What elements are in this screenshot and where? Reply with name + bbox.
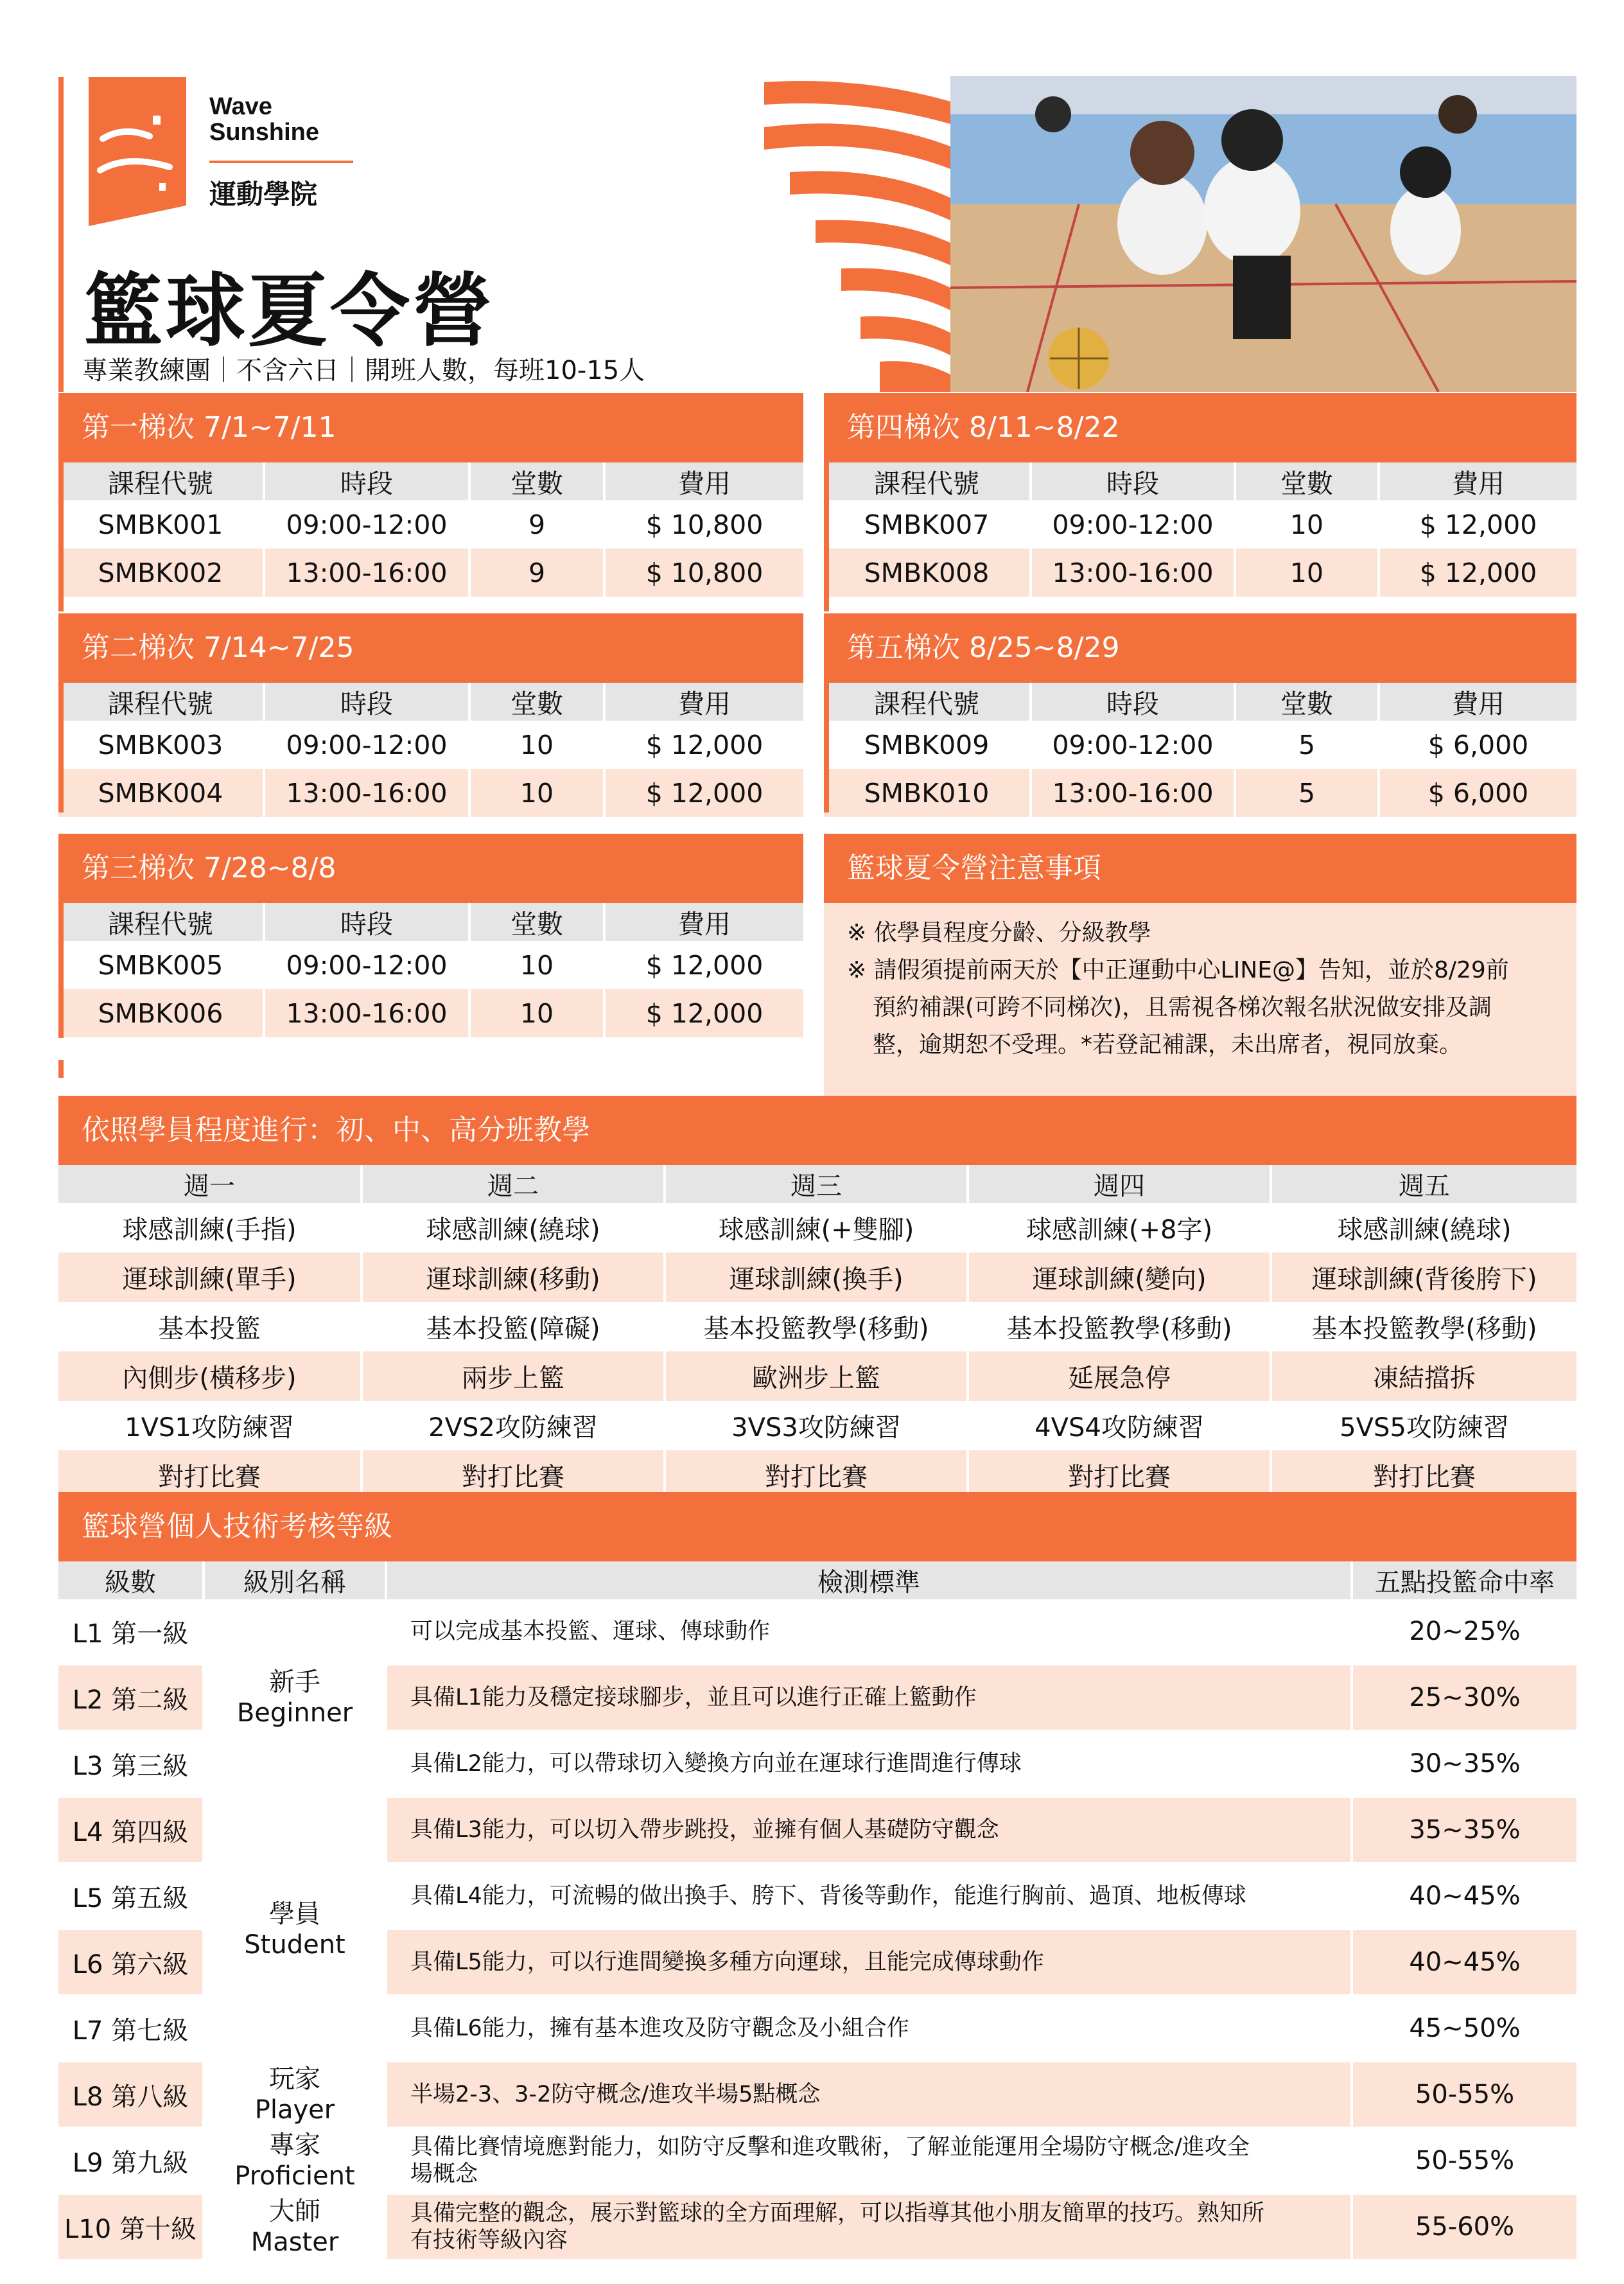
weekly-table (58, 1165, 1576, 1500)
cell-time: 09:00-12:00 (264, 500, 469, 549)
level-name-student (204, 1797, 386, 2062)
criteria-cell (386, 2128, 1352, 2194)
level-name-proficient (204, 2128, 386, 2194)
table-cell: 運球訓練(單手) (58, 1252, 362, 1302)
session-1 (58, 393, 803, 597)
rate-cell: 50-55% (1352, 2062, 1576, 2128)
table-row (58, 941, 803, 989)
table-cell: 對打比賽 (1271, 1450, 1576, 1500)
cell-fee: $ 6,000 (1379, 769, 1576, 817)
session-title: 第三梯次 7/28~8/8 (58, 834, 803, 903)
col-criteria: 檢測標準 (386, 1561, 1352, 1599)
cell-count: 5 (1235, 721, 1379, 769)
level-name-zh: 新手 (269, 1667, 320, 1697)
cell-time: 09:00-12:00 (264, 941, 469, 989)
table-cell: 運球訓練(背後胯下) (1271, 1252, 1576, 1302)
table-row (58, 1203, 1576, 1252)
cell-fee: $ 12,000 (1379, 549, 1576, 597)
table-row (58, 2194, 1576, 2260)
level-name-en: Master (250, 2227, 339, 2257)
rate-cell: 55-60% (1352, 2194, 1576, 2260)
levels-title: 籃球營個人技術考核等級 (58, 1492, 1576, 1561)
cell-code: SMBK004 (58, 769, 264, 817)
table-cell: 1VS1攻防練習 (58, 1401, 362, 1450)
level-cell: L4 第四級 (58, 1797, 204, 1863)
col-count: 堂數 (469, 683, 604, 721)
col-code: 課程代號 (824, 683, 1031, 721)
levels-table (58, 1561, 1576, 2261)
session-table (58, 903, 803, 1037)
table-cell: 基本投籃教學(移動) (1271, 1302, 1576, 1351)
level-name-master (204, 2194, 386, 2260)
table-cell: 2VS2攻防練習 (362, 1401, 665, 1450)
cell-code: SMBK001 (58, 500, 264, 549)
session-3 (58, 834, 803, 1037)
col-count: 堂數 (1235, 462, 1379, 500)
table-row (58, 1599, 1576, 1665)
cell-count: 9 (469, 500, 604, 549)
accent-bar (58, 77, 64, 392)
table-row (824, 769, 1576, 817)
level-cell: L10 第十級 (58, 2194, 204, 2260)
weekly-section (58, 1096, 1576, 1500)
col-fee: 費用 (1379, 683, 1576, 721)
session-table (824, 683, 1576, 817)
col-count: 堂數 (469, 903, 604, 941)
cell-fee: $ 6,000 (1379, 721, 1576, 769)
session-table (58, 462, 803, 597)
note-line: ※ 依學員程度分齡、分級教學 (847, 920, 1151, 946)
level-name-zh: 玩家 (269, 2064, 320, 2094)
level-name-beginner (204, 1599, 386, 1797)
cell-time: 09:00-12:00 (264, 721, 469, 769)
cell-code: SMBK003 (58, 721, 264, 769)
table-cell: 基本投籃教學(移動) (665, 1302, 968, 1351)
table-row (824, 500, 1576, 549)
level-cell: L7 第七級 (58, 1996, 204, 2062)
table-cell: 4VS4攻防練習 (968, 1401, 1271, 1450)
level-name-en: Player (254, 2095, 335, 2125)
col-code: 課程代號 (58, 683, 264, 721)
table-cell: 凍結擋拆 (1271, 1351, 1576, 1401)
col-time: 時段 (1031, 683, 1235, 721)
table-cell: 運球訓練(移動) (362, 1252, 665, 1302)
note-line: ※ 請假須提前兩天於【中正運動中心LINE@】告知，並於8/29前 (847, 957, 1509, 983)
brand-divider (209, 161, 353, 163)
col-fee: 費用 (604, 903, 803, 941)
session-2 (58, 613, 803, 817)
table-row (58, 989, 803, 1037)
level-cell: L6 第六級 (58, 1929, 204, 1996)
level-cell: L2 第二級 (58, 1665, 204, 1731)
cell-count: 10 (469, 721, 604, 769)
cell-fee: $ 12,000 (604, 721, 803, 769)
table-row (58, 721, 803, 769)
cell-time: 09:00-12:00 (1031, 500, 1235, 549)
table-cell: 基本投籃教學(移動) (968, 1302, 1271, 1351)
criteria-cell: 具備L4能力，可流暢的做出換手、胯下、背後等動作，能進行胸前、過頂、地板傳球 (386, 1863, 1352, 1929)
day-header: 週一 (58, 1165, 362, 1203)
cell-count: 10 (1235, 549, 1379, 597)
note-line: 整，逾期恕不受理。*若登記補課，未出席者，視同放棄。 (873, 1032, 1463, 1058)
cell-code: SMBK008 (824, 549, 1031, 597)
col-time: 時段 (264, 903, 469, 941)
rate-cell: 40~45% (1352, 1929, 1576, 1996)
rate-cell: 35~35% (1352, 1797, 1576, 1863)
cell-count: 10 (469, 941, 604, 989)
level-name-zh: 學員 (269, 1899, 320, 1929)
session-4 (824, 393, 1576, 597)
table-cell: 兩步上籃 (362, 1351, 665, 1401)
cell-code: SMBK005 (58, 941, 264, 989)
accent-bar (58, 393, 64, 611)
cell-time: 13:00-16:00 (264, 989, 469, 1037)
session-table (824, 462, 1576, 597)
accent-bar (58, 1060, 64, 1078)
cell-code: SMBK002 (58, 549, 264, 597)
criteria-cell (386, 2194, 1352, 2260)
table-cell: 對打比賽 (665, 1450, 968, 1500)
col-fee: 費用 (604, 683, 803, 721)
table-row (58, 1797, 1576, 1863)
table-row (58, 769, 803, 817)
col-time: 時段 (264, 683, 469, 721)
accent-bar (58, 613, 64, 813)
session-title: 第一梯次 7/1~7/11 (58, 393, 803, 462)
table-row (58, 1401, 1576, 1450)
table-row (58, 549, 803, 597)
table-cell: 內側步(橫移步) (58, 1351, 362, 1401)
decorative-stripes (764, 76, 950, 392)
col-name: 級別名稱 (204, 1561, 386, 1599)
note-line: 預約補課(可跨不同梯次)，且需視各梯次報名狀況做安排及調 (873, 994, 1492, 1021)
rate-cell: 40~45% (1352, 1863, 1576, 1929)
table-cell: 球感訓練(繞球) (362, 1203, 665, 1252)
brand-name-line2: Sunshine (209, 119, 320, 146)
cell-count: 9 (469, 549, 604, 597)
rate-cell: 20~25% (1352, 1599, 1576, 1665)
col-code: 課程代號 (58, 903, 264, 941)
level-cell: L3 第三級 (58, 1731, 204, 1797)
table-row (824, 721, 1576, 769)
level-name-en: Proficient (234, 2161, 355, 2191)
table-cell: 球感訓練(繞球) (1271, 1203, 1576, 1252)
cell-fee: $ 10,800 (604, 549, 803, 597)
level-name-en: Student (244, 1929, 345, 1960)
criteria-cell: 具備L3能力，可以切入帶步跳投，並擁有個人基礎防守觀念 (386, 1797, 1352, 1863)
accent-bar (58, 834, 64, 1038)
col-code: 課程代號 (58, 462, 264, 500)
table-cell: 運球訓練(變向) (968, 1252, 1271, 1302)
table-cell: 歐洲步上籃 (665, 1351, 968, 1401)
level-name-player (204, 2062, 386, 2128)
table-cell: 球感訓練(+8字) (968, 1203, 1271, 1252)
cell-fee: $ 12,000 (604, 941, 803, 989)
weekly-title: 依照學員程度進行：初、中、高分班教學 (58, 1096, 1576, 1165)
criteria-cell: 具備L2能力，可以帶球切入變換方向並在運球行進間進行傳球 (386, 1731, 1352, 1797)
session-title: 第二梯次 7/14~7/25 (58, 613, 803, 683)
cell-fee: $ 12,000 (604, 769, 803, 817)
criteria-line: 具備比賽情境應對能力，如防守反擊和進攻戰術，了解並能運用全場防守概念/進攻全 (410, 2134, 1250, 2160)
cell-code: SMBK006 (58, 989, 264, 1037)
table-cell: 對打比賽 (362, 1450, 665, 1500)
day-header: 週五 (1271, 1165, 1576, 1203)
col-code: 課程代號 (824, 462, 1031, 500)
col-time: 時段 (264, 462, 469, 500)
criteria-cell: 可以完成基本投籃、運球、傳球動作 (386, 1599, 1352, 1665)
day-header: 週三 (665, 1165, 968, 1203)
table-cell: 球感訓練(手指) (58, 1203, 362, 1252)
table-row (58, 1351, 1576, 1401)
criteria-cell: 具備L6能力，擁有基本進攻及防守觀念及小組合作 (386, 1996, 1352, 2062)
table-cell: 延展急停 (968, 1351, 1271, 1401)
col-rate: 五點投籃命中率 (1352, 1561, 1576, 1599)
rate-cell: 25~30% (1352, 1665, 1576, 1731)
hero-photo (950, 76, 1576, 392)
table-row (824, 549, 1576, 597)
cell-code: SMBK009 (824, 721, 1031, 769)
criteria-cell: 具備L5能力，可以行進間變換多種方向運球，且能完成傳球動作 (386, 1929, 1352, 1996)
cell-fee: $ 12,000 (1379, 500, 1576, 549)
level-cell: L1 第一級 (58, 1599, 204, 1665)
rate-cell: 45~50% (1352, 1996, 1576, 2062)
page-title: 籃球夏令營 (83, 265, 495, 358)
cell-time: 13:00-16:00 (1031, 769, 1235, 817)
brand-school: 運動學院 (209, 179, 318, 209)
day-header: 週四 (968, 1165, 1271, 1203)
table-cell: 基本投籃 (58, 1302, 362, 1351)
brand-name (209, 94, 319, 145)
cell-count: 10 (1235, 500, 1379, 549)
cell-count: 10 (469, 769, 604, 817)
rate-cell: 50-55% (1352, 2128, 1576, 2194)
cell-count: 5 (1235, 769, 1379, 817)
session-table (58, 683, 803, 817)
level-cell: L8 第八級 (58, 2062, 204, 2128)
session-5 (824, 613, 1576, 817)
table-cell: 對打比賽 (58, 1450, 362, 1500)
table-cell: 5VS5攻防練習 (1271, 1401, 1576, 1450)
cell-time: 13:00-16:00 (264, 549, 469, 597)
cell-time: 13:00-16:00 (264, 769, 469, 817)
criteria-cell: 半場2-3、3-2防守概念/進攻半場5點概念 (386, 2062, 1352, 2128)
levels-section (58, 1492, 1576, 2261)
col-count: 堂數 (1235, 683, 1379, 721)
rate-cell: 30~35% (1352, 1731, 1576, 1797)
level-name-zh: 專家 (269, 2130, 320, 2160)
page-subtitle: 專業教練團｜不含六日｜開班人數，每班10-15人 (82, 356, 645, 385)
level-cell: L5 第五級 (58, 1863, 204, 1929)
col-fee: 費用 (604, 462, 803, 500)
notes-panel (824, 834, 1576, 1139)
accent-bar (824, 613, 829, 813)
cell-time: 09:00-12:00 (1031, 721, 1235, 769)
table-cell: 運球訓練(換手) (665, 1252, 968, 1302)
col-count: 堂數 (469, 462, 604, 500)
table-cell: 3VS3攻防練習 (665, 1401, 968, 1450)
table-row (58, 1252, 1576, 1302)
cell-fee: $ 12,000 (604, 989, 803, 1037)
criteria-cell: 具備L1能力及穩定接球腳步，並且可以進行正確上籃動作 (386, 1665, 1352, 1731)
table-cell: 對打比賽 (968, 1450, 1271, 1500)
col-fee: 費用 (1379, 462, 1576, 500)
level-name-en: Beginner (236, 1698, 353, 1728)
col-time: 時段 (1031, 462, 1235, 500)
notes-title: 籃球夏令營注意事項 (824, 834, 1576, 903)
criteria-line: 具備完整的觀念，展示對籃球的全方面理解，可以指導其他小朋友簡單的技巧。熟知所 (410, 2201, 1265, 2226)
cell-time: 13:00-16:00 (1031, 549, 1235, 597)
brand-logo (89, 77, 186, 226)
table-row (58, 2128, 1576, 2194)
brand-name-line1: Wave (209, 93, 272, 120)
criteria-line: 場概念 (410, 2161, 478, 2187)
cell-code: SMBK007 (824, 500, 1031, 549)
level-cell: L9 第九級 (58, 2128, 204, 2194)
table-cell: 基本投籃(障礙) (362, 1302, 665, 1351)
session-title: 第五梯次 8/25~8/29 (824, 613, 1576, 683)
cell-fee: $ 10,800 (604, 500, 803, 549)
cell-code: SMBK010 (824, 769, 1031, 817)
session-title: 第四梯次 8/11~8/22 (824, 393, 1576, 462)
table-row (58, 2062, 1576, 2128)
cell-count: 10 (469, 989, 604, 1037)
day-header: 週二 (362, 1165, 665, 1203)
level-name-zh: 大師 (269, 2197, 320, 2226)
table-row (58, 1302, 1576, 1351)
col-level: 級數 (58, 1561, 204, 1599)
accent-bar (824, 393, 829, 611)
criteria-line: 有技術等級內容 (410, 2227, 568, 2253)
table-row (58, 500, 803, 549)
table-cell: 球感訓練(+雙腳) (665, 1203, 968, 1252)
